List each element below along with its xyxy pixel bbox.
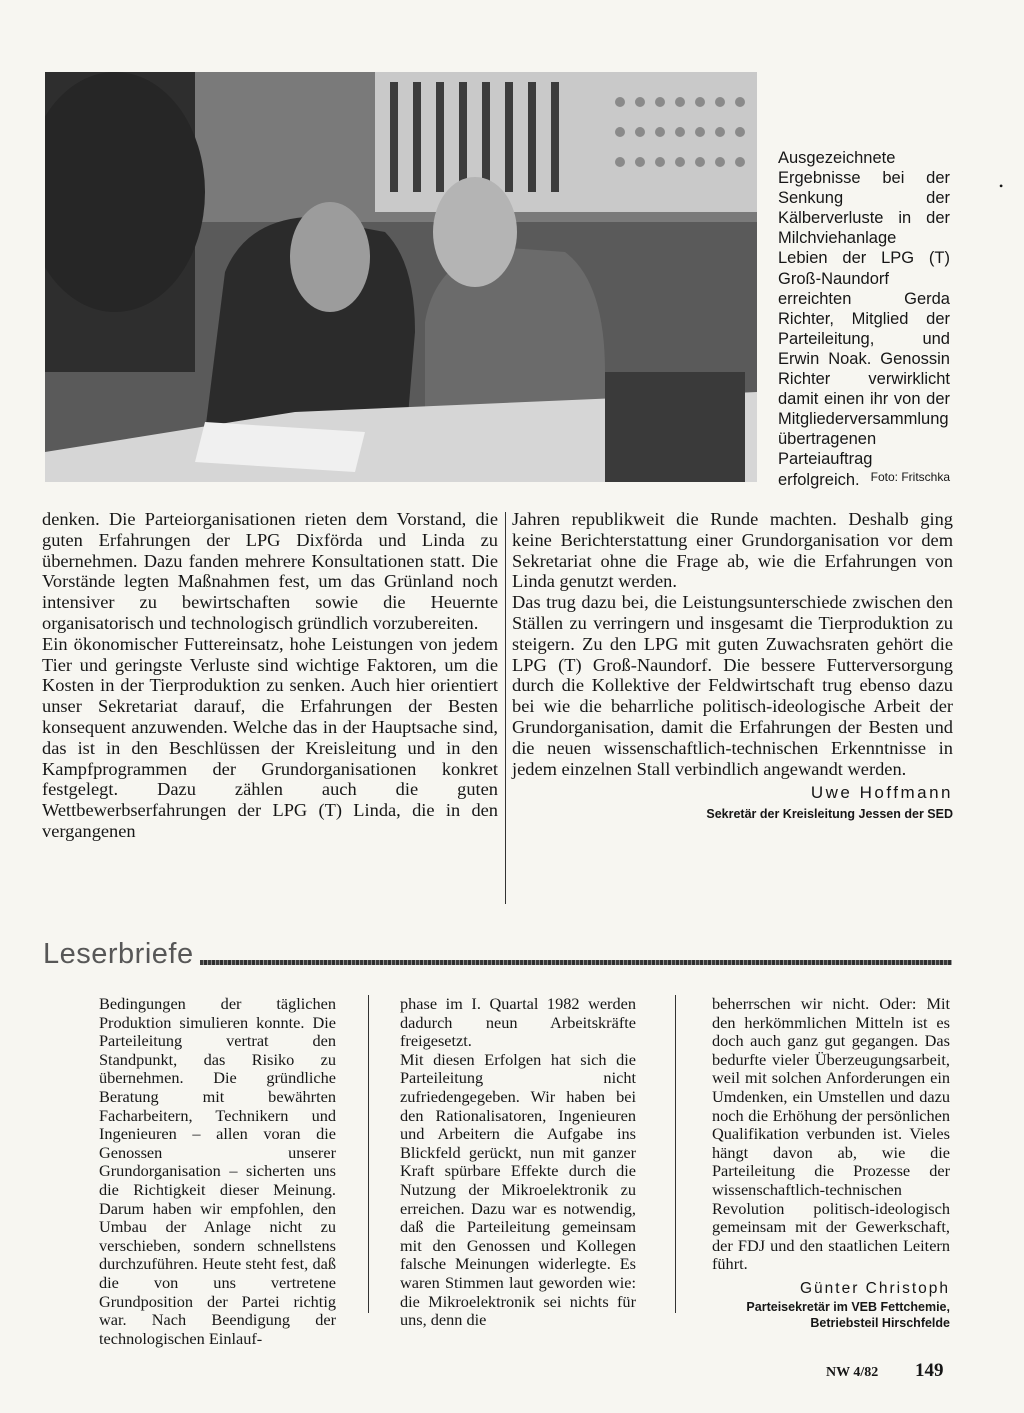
photo-credit: Foto: Fritschka (870, 470, 950, 484)
article-paragraph: Ein ökonomischer Futtereinsatz, hohe Leistungen von jedem Tier und geringste Verluste sind wichtige Faktoren, um die Kosten in der Tierproduktion zu senken. Auch hier orientiert unser Sekretariat darauf, die Erfahrungen der Besten konsequent anzuwenden. Welche das in der Hauptsache sind, das ist in den Beschlüssen der Kreisleitung und in den Kampfprogrammen der Grundorganisationen konkret festgelegt. Dazu zählen auch die guten Wettbewerbserfahrungen der LPG (T) Linda, die in den vergangenen (42, 633, 498, 841)
article-paragraph: Das trug dazu bei, die Leistungsunterschiede zwischen den Ställen zu verringern und insgesamt die Tierproduktion zu steigern. Zu den LPG mit guten Zuwachsraten gehört die LPG (T) Groß-Naundorf. Die bessere Futterversorgung durch die Kollektive der Feldwirtschaft trug ebenso dazu bei wie die beharrliche politisch-ideologische Arbeit der Grundorganisation, damit die Erfahrungen der Besten und die neuen wissenschaftlich-technischen Erkenntnisse in jedem einzelnen Stall verbindlich angewandt werden. (512, 592, 953, 779)
article-column-2 (512, 509, 953, 825)
letter-paragraph: phase im I. Quartal 1982 werden dadurch neun Arbeitskräfte freigesetzt. (400, 994, 636, 1051)
column-divider (505, 512, 506, 904)
column-divider (675, 995, 676, 1313)
article-column-1 (42, 509, 498, 842)
article-author: Uwe Hoffmann (810, 783, 953, 803)
letter-paragraph: Mit diesen Erfolgen hat sich die Parteileitung nicht zufriedengegeben. Wir haben bei den Rationalisatoren, Ingenieuren und Arbeitern die Aufgabe ins Blickfeld gerückt, nun mit ganzer Kraft spürbare Effekte durch die Nutzung der Mikroelektronik zu erreichen. Dazu war es notwendig, daß die Parteileitung gemeinsam mit den Genossen und Kollegen falsche Meinungen widerlegte. Es waren Stimmen laut geworden wie: die Mikroelektronik sei nichts für uns, denn die (400, 1049, 636, 1330)
photo-caption: Ausgezeichnete Ergebnisse bei der Senkung der Kälberverluste in der Milchviehanlage Lebien der LPG (T) Groß-Naundorf erreichten Gerda Richter, Mitglied der Parteileitung, und Erwin Noak. Genossin Richter verwirklicht damit einen ihr von der Mitgliederversammlung übertragenen Parteiauftrag erfolgreich. (778, 149, 950, 489)
section-rule (200, 960, 952, 965)
letters-column-2 (400, 995, 636, 1330)
section-heading: Leserbriefe (43, 938, 194, 970)
column-divider (368, 995, 369, 1313)
article-paragraph: Jahren republikweit die Runde machten. Deshalb ging keine Berichterstattung einer Grundorganisation vor dem Sekretariat ohne die Frage ab, wie die Erfahrungen von Linda genutzt werden. (512, 509, 953, 592)
letters-column-1 (99, 995, 336, 1348)
issue-number: NW 4/82 (826, 1365, 879, 1380)
letter-paragraph: beherrschen wir nicht. Oder: Mit den herkömmlichen Mitteln ist es doch auch ganz gut gegangen. Das bedurfte vieler Überzeugungsarbeit, weil mit solchen Anforderungen ein Umdenken, ein Umstellen und dazu noch die Erhöhung der persönlichen Qualifikation verbunden ist. Vieles hängt davon ab, wie die Parteileitung die Prozesse der wissenschaftlich-technischen Revolution politisch-ideologisch gemeinsam mit der Gewerkschaft, der FDJ und den staatlichen Leitern führt. (712, 994, 950, 1274)
letters-column-3 (712, 995, 950, 1331)
letter-author: Günter Christoph (799, 1279, 950, 1297)
article-paragraph: denken. Die Parteiorganisationen rieten dem Vorstand, die guten Erfahrungen der LPG Dixförda und Linda zu übernehmen. Dazu fanden mehrere Konsultationen statt. Die Vorstände legten Maßnahmen fest, um das Grünland noch intensiver zu bewirtschaften sowie die Heuernte organisatorisch und technologisch gründlich vorzubereiten. (42, 509, 498, 633)
article-author-role: Sekretär der Kreisleitung Jessen der SED (706, 807, 953, 822)
letter-author-role: Parteisekretär im VEB Fettchemie, (746, 1299, 950, 1314)
margin-dot: • (999, 179, 1004, 193)
letter-paragraph: Bedingungen der täglichen Produktion simulieren konnte. Die Parteileitung vertrat den Standpunkt, das Risiko zu übernehmen. Die gründliche Beratung mit bewährten Facharbeitern, Technikern und Ingenieuren – allen voran die Genossen unserer Grundorganisation – sicherten uns die Richtigkeit dieser Meinung. Darum haben wir empfohlen, den Umbau der Anlage nicht zu verschieben, sondern schnellstens durchzuführen. Heute steht fest, daß die von uns vertretene Grundposition der Partei richtig war. Nach Beendigung der technologischen Einlauf- (99, 994, 336, 1348)
page-number: 149 (915, 1360, 944, 1381)
article-photo (45, 72, 757, 482)
letter-author-role: Betriebsteil Hirschfelde (810, 1315, 950, 1330)
